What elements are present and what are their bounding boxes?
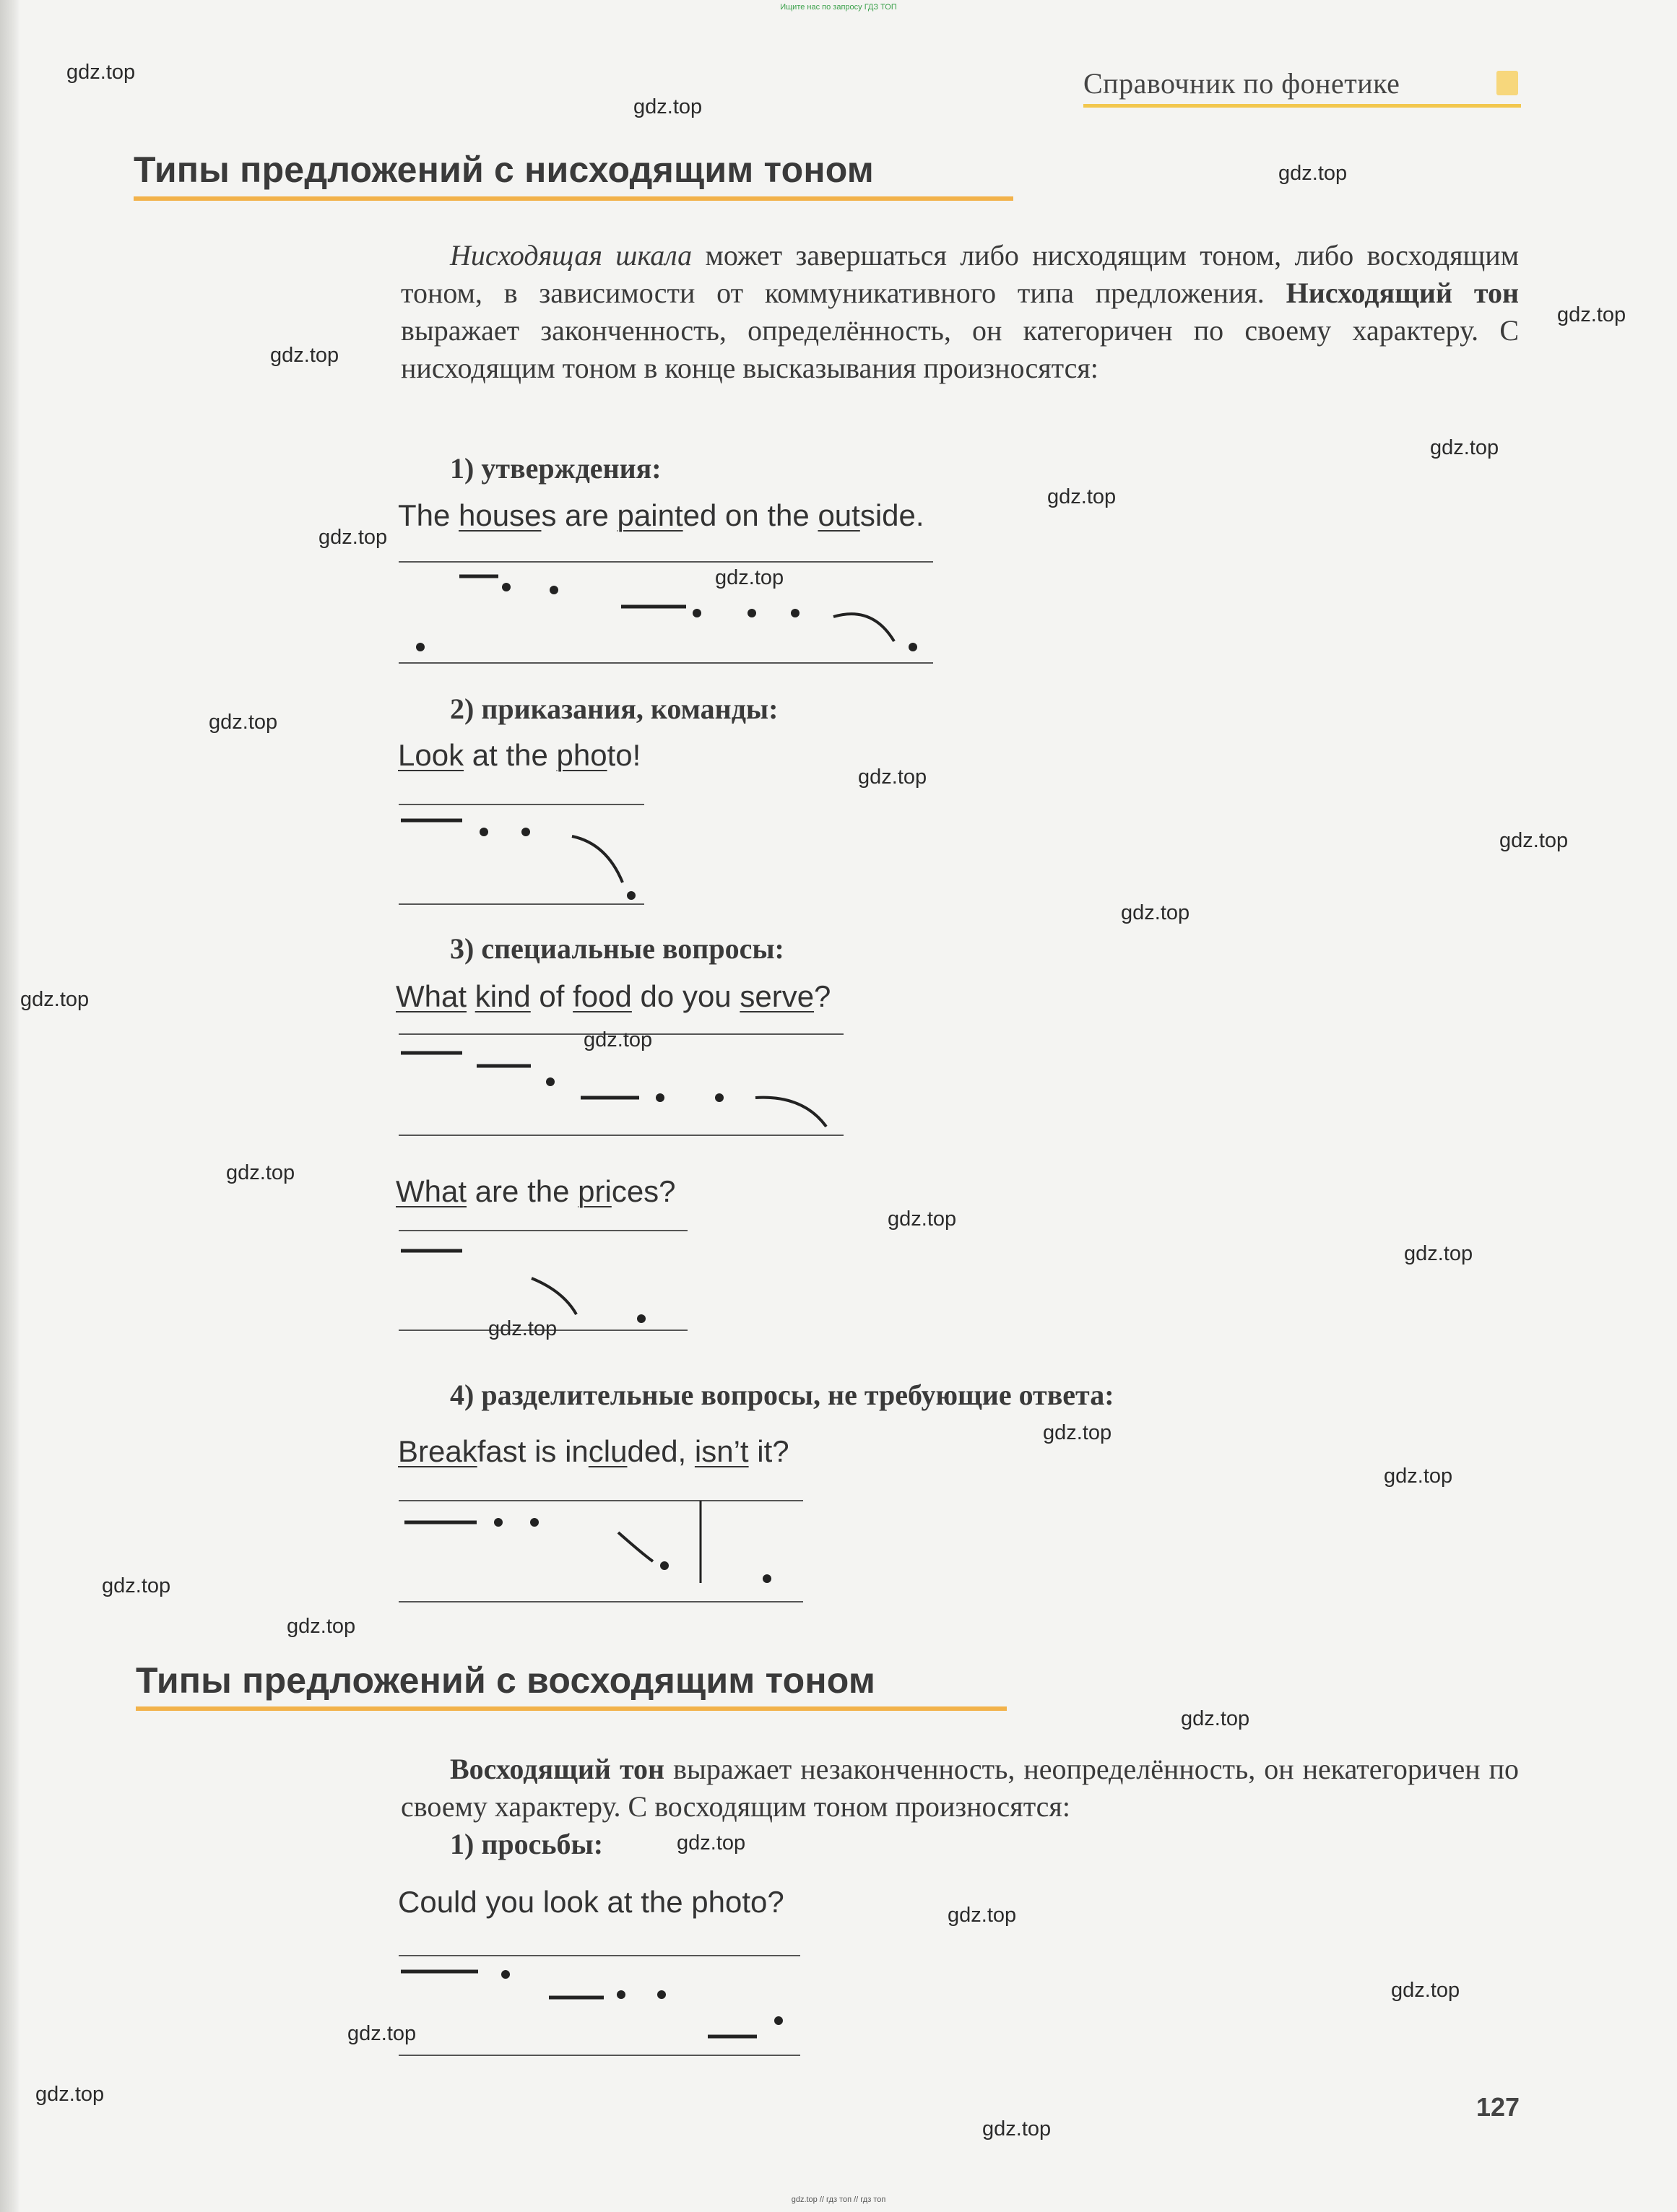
- example-special-question-1: [396, 979, 831, 1014]
- watermark: gdz.top: [35, 2083, 105, 2106]
- item-tag-questions-label: 4) разделительные вопросы, не требующие ответа:: [450, 1379, 1114, 1411]
- stressed-syllable: Look: [398, 738, 464, 772]
- intro-text-part1: может завершаться либо нисходящим тоном, либо восходящим тоном, в зависимости от коммуникативного типа предложения.: [401, 239, 1520, 309]
- example-text: side.: [859, 498, 924, 532]
- stressed-syllable: paint: [617, 498, 683, 532]
- example-text: at the: [464, 738, 557, 772]
- example-statement: [398, 498, 924, 533]
- stressed-syllable: kind: [474, 979, 531, 1013]
- example-command: [398, 738, 641, 773]
- top-site-note: Ищите нас по запросу ГДЗ ТОП: [780, 3, 897, 12]
- watermark: gdz.top: [1384, 1465, 1453, 1488]
- item-requests-label: 1) просьбы:: [450, 1828, 604, 1860]
- term-falling-scale: Нисходящая шкала: [450, 239, 693, 272]
- page-number: 127: [1476, 2092, 1520, 2122]
- stressed-syllable: What: [396, 979, 467, 1013]
- example-text: are the: [467, 1174, 578, 1208]
- term-falling-tone: Нисходящий тон: [1286, 277, 1519, 309]
- stressed-syllable: serve: [740, 979, 815, 1013]
- watermark: gdz.top: [948, 1904, 1017, 1927]
- intro-text-part2: выражает законченность, определённость, он категоричен по своему характеру. С нисходящим тоном в конце высказывания произносятся:: [401, 314, 1519, 384]
- watermark: gdz.top: [318, 526, 388, 549]
- example-text: it?: [748, 1434, 789, 1468]
- example-text: [467, 979, 475, 1013]
- watermark: gdz.top: [347, 2022, 417, 2045]
- stressed-syllable: Break: [398, 1434, 477, 1468]
- watermark: gdz.top: [677, 1831, 746, 1855]
- example-text: ?: [814, 979, 831, 1013]
- example-text: of: [530, 979, 573, 1013]
- watermark: gdz.top: [1121, 901, 1190, 924]
- book-spine-shadow: [0, 0, 20, 2212]
- example-text: ded,: [627, 1434, 695, 1468]
- watermark: gdz.top: [858, 765, 927, 789]
- example-text: fast is in: [477, 1434, 589, 1468]
- item-special-questions-label: 3) специальные вопросы:: [450, 932, 784, 965]
- watermark: gdz.top: [488, 1317, 558, 1340]
- running-head-marker: [1496, 71, 1518, 95]
- stressed-syllable: food: [573, 979, 632, 1013]
- example-text: ed on the: [682, 498, 818, 532]
- running-head-underline: [1083, 104, 1521, 108]
- example-text: The: [398, 498, 459, 532]
- rising-title-underline: [136, 1706, 1007, 1711]
- example-text: ces?: [611, 1174, 676, 1208]
- watermark: gdz.top: [1043, 1421, 1112, 1444]
- example-text: to!: [607, 738, 641, 772]
- falling-title-underline: [134, 196, 1013, 201]
- example-text: s are: [541, 498, 618, 532]
- watermark: gdz.top: [66, 61, 136, 84]
- rising-intro-text: выражает незаконченность, неопределённость, он некатегоричен по своему характеру. С восходящим тоном произносятся:: [401, 1753, 1519, 1823]
- stressed-syllable: clu: [588, 1434, 628, 1468]
- watermark: gdz.top: [1047, 485, 1117, 508]
- watermark: gdz.top: [1404, 1242, 1473, 1265]
- watermark: gdz.top: [1557, 303, 1626, 326]
- bottom-site-note: gdz.top // гдз топ // гдз топ: [791, 2195, 886, 2204]
- watermark: gdz.top: [1278, 162, 1348, 185]
- stressed-syllable: isn’t: [694, 1434, 749, 1468]
- watermark: gdz.top: [1499, 829, 1569, 852]
- item-statements-label: 1) утверждения:: [450, 452, 662, 485]
- watermark: gdz.top: [1430, 436, 1499, 459]
- watermark: gdz.top: [209, 711, 278, 734]
- watermark: gdz.top: [584, 1028, 653, 1051]
- falling-intro-paragraph: [401, 237, 1519, 387]
- stressed-syllable: pho: [556, 738, 607, 772]
- watermark: gdz.top: [20, 988, 90, 1011]
- stressed-syllable: pri: [578, 1174, 612, 1208]
- example-special-question-2: [396, 1174, 676, 1209]
- watermark: gdz.top: [633, 95, 703, 118]
- falling-section-title: Типы предложений с нисходящим тоном: [134, 149, 874, 190]
- tonogram-statement: [390, 549, 968, 679]
- watermark: gdz.top: [1181, 1707, 1250, 1730]
- watermark: gdz.top: [102, 1574, 171, 1597]
- tonogram-command: [390, 794, 664, 917]
- watermark: gdz.top: [715, 566, 784, 589]
- watermark: gdz.top: [888, 1207, 957, 1231]
- stressed-syllable: out: [818, 498, 860, 532]
- rising-intro-paragraph: [401, 1751, 1519, 1826]
- rising-section-title: Типы предложений с восходящим тоном: [136, 1660, 876, 1701]
- term-rising-tone: Восходящий тон: [450, 1753, 665, 1785]
- watermark: gdz.top: [1391, 1979, 1460, 2002]
- example-request: Could you look at the photo?: [398, 1885, 784, 1919]
- watermark: gdz.top: [287, 1615, 356, 1638]
- watermark: gdz.top: [226, 1161, 295, 1184]
- running-head: Справочник по фонетике: [1083, 67, 1400, 100]
- tonogram-tag-question: [390, 1489, 852, 1612]
- watermark: gdz.top: [270, 344, 339, 367]
- tonogram-request: [390, 1947, 816, 2063]
- stressed-syllable: house: [459, 498, 542, 532]
- watermark: gdz.top: [982, 2117, 1052, 2141]
- item-commands-label: 2) приказания, команды:: [450, 693, 779, 725]
- example-text: do you: [631, 979, 740, 1013]
- stressed-syllable: What: [396, 1174, 467, 1208]
- example-tag-question: [398, 1434, 789, 1469]
